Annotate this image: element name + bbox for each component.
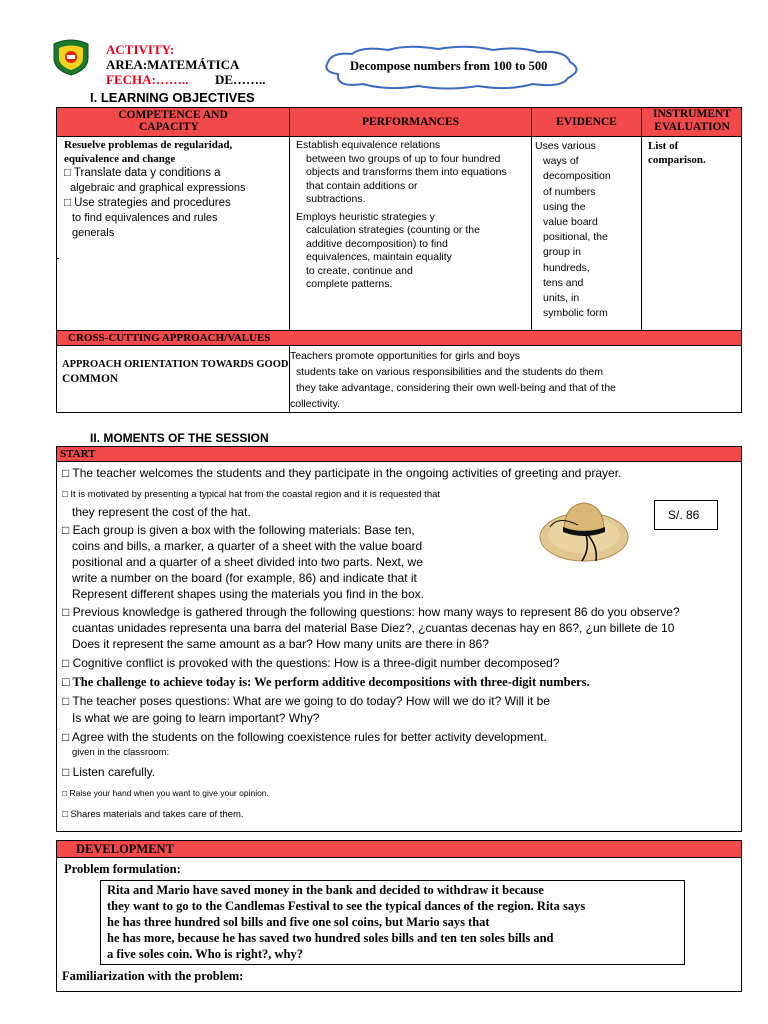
performances-cell bbox=[296, 139, 528, 292]
start-line: Does it represent the same amount as a bar? How many units are there in 86? bbox=[72, 637, 489, 651]
performance-line: objects and transforms them into equations bbox=[306, 166, 507, 178]
performance-line: to create, continue and bbox=[306, 264, 413, 277]
approach-line: COMMON bbox=[62, 373, 119, 385]
start-line: □ Cognitive conflict is provoked with the questions: How is a three-digit number decomposed? bbox=[62, 656, 560, 670]
header-evidence: EVIDENCE bbox=[556, 116, 617, 128]
start-content bbox=[62, 463, 762, 825]
start-label: START bbox=[60, 448, 96, 460]
competence-line: to find equivalences and rules bbox=[72, 212, 218, 224]
evidence-line: units, in bbox=[543, 292, 580, 305]
start-line: □ Each group is given a box with the following materials: Base ten, bbox=[62, 523, 415, 537]
start-line: □ The teacher poses questions: What are we going to do today? How will we do it? Will it be bbox=[62, 694, 550, 708]
start-line: □ Previous knowledge is gathered through the following questions: how many ways to represent 86 do you observe? bbox=[62, 605, 680, 619]
start-line: Is what we are going to learn important? Why? bbox=[72, 711, 320, 725]
performance-line: complete patterns. bbox=[306, 278, 393, 290]
evidence-line: decomposition bbox=[543, 170, 611, 183]
evidence-cell bbox=[535, 139, 639, 321]
evidence-line: positional, the bbox=[543, 231, 608, 244]
price-tag-label: S/. 86 bbox=[668, 508, 700, 522]
instrument-line: List of bbox=[648, 140, 679, 152]
start-line: □ The teacher welcomes the students and they participate in the ongoing activities of greeting and prayer. bbox=[62, 466, 622, 480]
evidence-line: using the bbox=[543, 200, 586, 213]
header-performances: PERFORMANCES bbox=[361, 116, 460, 128]
evidence-line: hundreds, bbox=[543, 261, 590, 274]
start-line: □ It is motivated by presenting a typical hat from the coastal region and it is requested that bbox=[62, 489, 441, 500]
competence-line: □ Translate data y conditions a bbox=[64, 167, 221, 179]
performance-line: subtractions. bbox=[306, 193, 366, 205]
evidence-line: tens and bbox=[543, 276, 584, 289]
activity-label: ACTIVITY: bbox=[106, 42, 175, 57]
instrument-cell bbox=[648, 139, 738, 167]
performance-line: equivalences, maintain equality bbox=[306, 251, 452, 263]
problem-line: they want to go to the Candlemas Festival to see the typical dances of the region. Rita says bbox=[107, 899, 586, 913]
competence-line: equivalence and change bbox=[64, 153, 176, 165]
start-line: they represent the cost of the hat. bbox=[72, 505, 251, 519]
start-line: cuantas unidades representa una barra del material Base Diez?, ¿cuantas decenas hay en 86?, ¿un billete de 10 bbox=[72, 621, 675, 635]
crosscutting-header: CROSS-CUTTING APPROACH/VALUES bbox=[68, 332, 271, 344]
evidence-line: symbolic form bbox=[543, 307, 608, 320]
competence-line: algebraic and graphical expressions bbox=[70, 182, 246, 194]
instrument-line: comparison. bbox=[648, 154, 706, 166]
approach-text-line: collectivity. bbox=[290, 398, 340, 410]
development-label: DEVELOPMENT bbox=[76, 842, 174, 856]
familiarization-label: Familiarization with the problem: bbox=[62, 969, 244, 983]
competence-line: □ Use strategies and procedures bbox=[64, 197, 231, 209]
de-label: DE…….. bbox=[215, 72, 266, 87]
competence-line: Resuelve problemas de regularidad, bbox=[64, 139, 233, 151]
approach-text-line: they take advantage, considering their own well-being and that of the bbox=[296, 382, 616, 394]
rule-line: □ Listen carefully. bbox=[62, 765, 156, 779]
approach-line: APPROACH ORIENTATION TOWARDS GOOD bbox=[62, 359, 289, 370]
competence-line: generals bbox=[72, 227, 115, 239]
problem-line: a five soles coin. Who is right?, why? bbox=[107, 947, 303, 961]
evidence-line: group in bbox=[543, 246, 581, 259]
problem-line: he has more, because he has saved two hundred soles bills and ten ten soles bills and bbox=[107, 931, 554, 945]
performance-line: Employs heuristic strategies y bbox=[296, 210, 435, 223]
evidence-line: Uses various bbox=[535, 140, 596, 152]
problem-line: he has three hundred sol bills and five one sol coins, but Mario says that bbox=[107, 915, 490, 929]
performance-line: that contain additions or bbox=[306, 179, 418, 192]
header-instrument: INSTRUMENT EVALUATION bbox=[653, 108, 731, 133]
start-line: □ Agree with the students on the following coexistence rules for better activity development. bbox=[62, 730, 547, 744]
performance-line: calculation strategies (counting or the bbox=[306, 224, 480, 236]
challenge-line: □ The challenge to achieve today is: We perform additive decompositions with three-digit numbers. bbox=[62, 675, 590, 689]
problem-text bbox=[107, 882, 687, 962]
performance-line: Establish equivalence relations bbox=[296, 139, 441, 151]
start-line: write a number on the board (for example, 86) and indicate that it bbox=[72, 571, 417, 585]
approach-name bbox=[62, 357, 292, 387]
evidence-line: value board bbox=[543, 216, 598, 229]
performance-line: between two groups of up to four hundred bbox=[306, 152, 501, 165]
rule-line: □ Raise your hand when you want to give your opinion. bbox=[62, 788, 269, 798]
approach-text-line: students take on various responsibilities and the students do them bbox=[296, 366, 604, 378]
rule-line: □ Shares materials and takes care of them. bbox=[62, 809, 244, 820]
problem-formulation-label: Problem formulation: bbox=[64, 862, 181, 876]
competence-cell bbox=[64, 138, 284, 241]
stray-mark bbox=[56, 258, 59, 259]
school-logo bbox=[50, 38, 92, 76]
section-2-title: II. MOMENTS OF THE SESSION bbox=[90, 431, 269, 445]
performance-line: additive decomposition) to find bbox=[306, 237, 448, 250]
section-1-title: I. LEARNING OBJECTIVES bbox=[90, 90, 255, 105]
start-header-row bbox=[57, 447, 741, 461]
problem-line: Rita and Mario have saved money in the bank and decided to withdraw it because bbox=[107, 883, 544, 897]
fecha-label: FECHA:…….. bbox=[106, 72, 189, 87]
area-label: AREA:MATEMÁTICA bbox=[106, 57, 240, 72]
approach-text bbox=[290, 348, 740, 412]
start-line: coins and bills, a marker, a quarter of a sheet with the value board bbox=[72, 539, 423, 553]
approach-text-line: Teachers promote opportunities for girls and boys bbox=[290, 350, 520, 362]
start-line: Represent different shapes using the materials you find in the box. bbox=[72, 587, 424, 601]
session-title: Decompose numbers from 100 to 500 bbox=[350, 59, 548, 73]
evidence-line: ways of bbox=[543, 155, 579, 168]
evidence-line: of numbers bbox=[543, 185, 596, 198]
start-line: given in the classroom: bbox=[72, 747, 170, 758]
header-competence: COMPETENCE AND CAPACITY bbox=[118, 109, 228, 133]
start-line: positional and a quarter of a sheet divided into two parts. Next, we bbox=[72, 555, 423, 569]
